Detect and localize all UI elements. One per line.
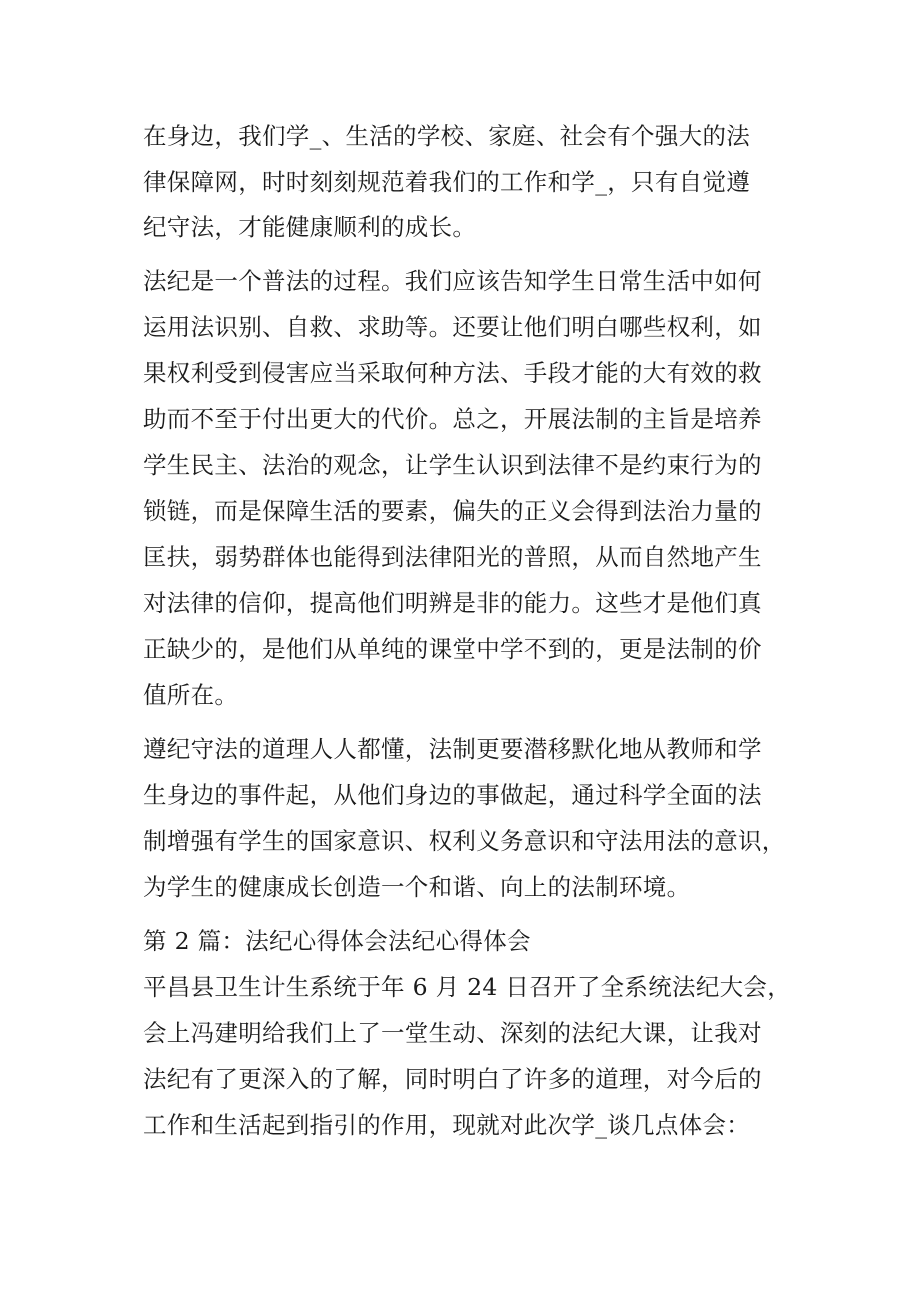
text-line: 学生民主、法治的观念，让学生认识到法律不是约束行为的 — [143, 451, 762, 479]
text-line: 在身边，我们学_、生活的学校、家庭、社会有个强大的法 — [143, 122, 751, 150]
text-line: 助而不至于付出更大的代价。总之，开展法制的主旨是培养 — [143, 405, 762, 433]
text-line: 会上冯建明给我们上了一堂生动、深刻的法纪大课，让我对 — [143, 1019, 762, 1047]
text-line: 正缺少的，是他们从单纯的课堂中学不到的，更是法制的价 — [143, 635, 762, 663]
text-line: 法纪是一个普法的过程。我们应该告知学生日常生活中如何 — [143, 267, 762, 295]
text-line: 匡扶，弱势群体也能得到法律阳光的普照，从而自然地产生 — [143, 543, 762, 571]
text-line: 值所在。 — [143, 681, 239, 709]
text-line: 平昌县卫生计生系统于年 6 月 24 日召开了全系统法纪大会， — [143, 973, 792, 1001]
text-line: 运用法识别、自救、求助等。还要让他们明白哪些权利，如 — [143, 313, 762, 341]
text-line: 制增强有学生的国家意识、权利义务意识和守法用法的意识， — [143, 827, 786, 855]
text-line: 生身边的事件起，从他们身边的事做起，通过科学全面的法 — [143, 781, 762, 809]
text-line: 对法律的信仰，提高他们明辨是非的能力。这些才是他们真 — [143, 589, 762, 617]
text-line: 为学生的健康成长创造一个和谐、向上的法制环境。 — [143, 873, 691, 901]
text-line: 果权利受到侵害应当采取何种方法、手段才能的大有效的救 — [143, 359, 762, 387]
text-line: 锁链，而是保障生活的要素，偏失的正义会得到法治力量的 — [143, 497, 762, 525]
text-line: 纪守法，才能健康顺利的成长。 — [143, 213, 477, 241]
text-line: 律保障网，时时刻刻规范着我们的工作和学_，只有自觉遵 — [143, 168, 751, 196]
text-line: 法纪有了更深入的了解，同时明白了许多的道理，对今后的 — [143, 1065, 762, 1093]
text-line: 工作和生活起到指引的作用，现就对此次学_谈几点体会： — [143, 1111, 751, 1139]
text-line: 遵纪守法的道理人人都懂，法制更要潜移默化地从教师和学 — [143, 735, 762, 763]
section-heading: 第 2 篇：法纪心得体会法纪心得体会 — [143, 927, 531, 955]
